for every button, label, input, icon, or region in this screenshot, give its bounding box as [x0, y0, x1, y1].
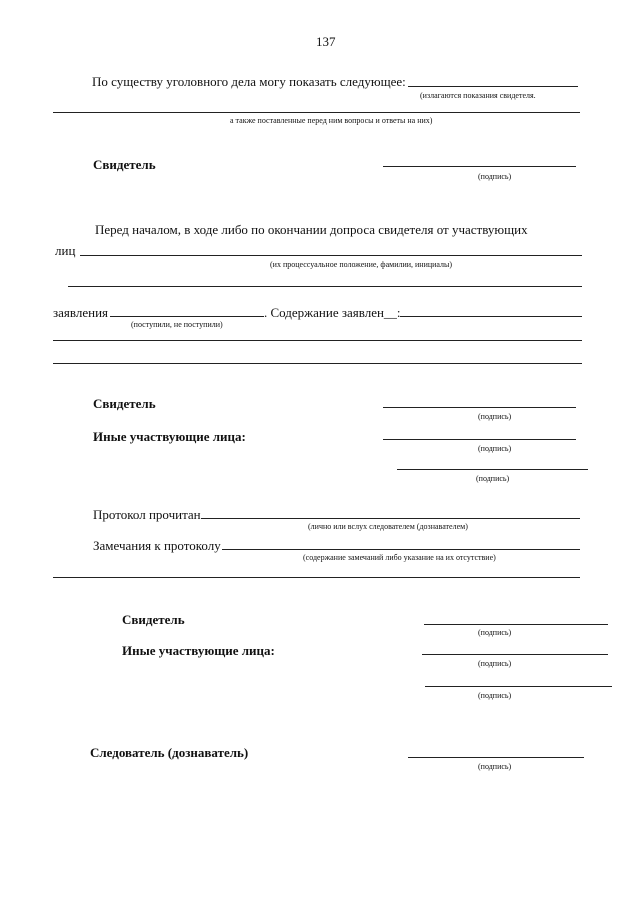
witness-signature-line-2 — [383, 407, 576, 408]
statements-line-3 — [53, 363, 582, 364]
statements-content-label: . Содержание заявлен__: — [264, 305, 401, 320]
statements-caption: (поступили, не поступили) — [131, 320, 223, 329]
protocol-read-caption: (лично или вслух следователем (дознавателем) — [308, 522, 468, 531]
signature-caption: (подпись) — [478, 172, 512, 181]
witness-signature-line-3 — [424, 624, 608, 625]
other-signature-line-4 — [425, 686, 612, 687]
participants-line-2 — [80, 255, 582, 256]
page-number: 137 — [316, 34, 336, 49]
witness-label-2: Свидетель — [93, 396, 156, 411]
signature-caption-2: (подпись) — [478, 412, 512, 421]
participants-line-1: Перед началом, в ходе либо по окончании допроса свидетеля от участвующих — [95, 222, 528, 237]
other-signature-line-1 — [383, 439, 576, 440]
witness-label-3: Свидетель — [122, 612, 185, 627]
protocol-read-label: Протокол прочитан — [93, 507, 201, 522]
participants-line-3 — [68, 286, 582, 287]
other-signature-line-3 — [422, 654, 608, 655]
protocol-remarks-caption: (содержание замечаний либо указание на их отсутствие) — [303, 553, 496, 562]
signature-caption-5: (подпись) — [478, 628, 512, 637]
protocol-remarks-line — [222, 549, 580, 550]
other-participants-label: Иные участвующие лица: — [93, 429, 246, 444]
other-participants-label-2: Иные участвующие лица: — [122, 643, 275, 658]
signature-caption-7: (подпись) — [478, 691, 512, 700]
statements-content-line — [400, 316, 582, 317]
signature-caption-6: (подпись) — [478, 659, 512, 668]
statements-line-2 — [53, 340, 582, 341]
witness-signature-line — [383, 166, 576, 167]
signature-caption-8: (подпись) — [478, 762, 512, 771]
witness-label: Свидетель — [93, 157, 156, 172]
testimony-caption-1: (излагаются показания свидетеля. — [420, 91, 536, 100]
participants-caption: (их процессуальное положение, фамилии, инициалы) — [270, 260, 453, 269]
signature-caption-3: (подпись) — [478, 444, 512, 453]
investigator-signature-line — [408, 757, 584, 758]
testimony-line-2 — [53, 112, 580, 113]
testimony-caption-2: а также поставленные перед ним вопросы и ответы на них) — [230, 116, 433, 125]
signature-caption-4: (подпись) — [476, 474, 510, 483]
testimony-line-1 — [408, 86, 578, 87]
other-signature-line-2 — [397, 469, 588, 470]
testimony-lead: По существу уголовного дела могу показать следующее: — [92, 74, 406, 89]
participants-prefix: лиц — [55, 243, 76, 258]
protocol-remarks-line-2 — [53, 577, 580, 578]
protocol-read-line — [201, 518, 580, 519]
statements-line — [110, 316, 264, 317]
protocol-remarks-label: Замечания к протоколу — [93, 538, 221, 553]
investigator-label: Следователь (дознаватель) — [90, 745, 249, 760]
statements-label: заявления — [53, 305, 109, 320]
